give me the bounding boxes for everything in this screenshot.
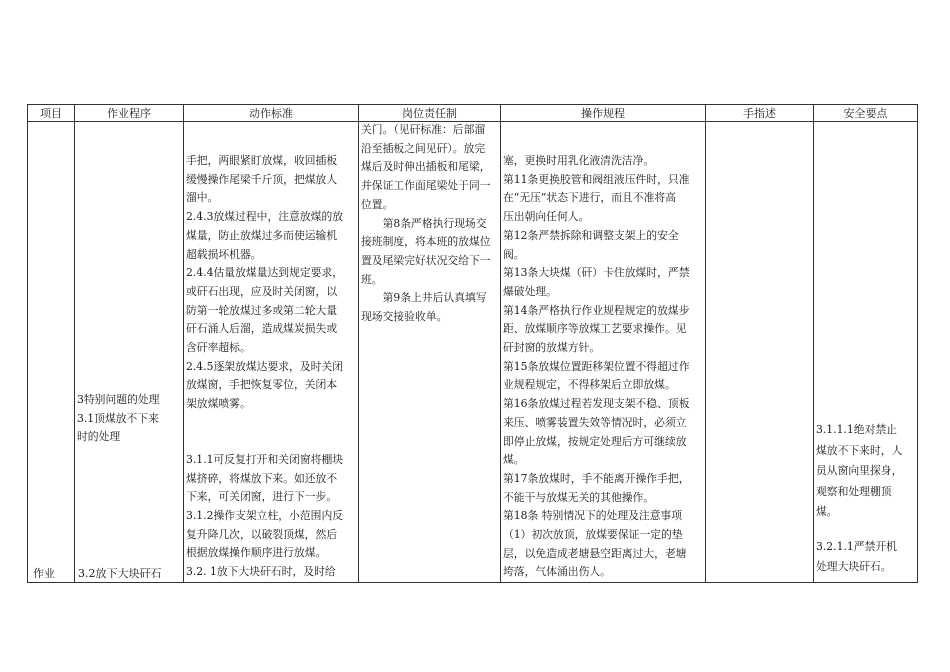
- line: 爆破处理。: [503, 284, 557, 298]
- line: 矸封窗的放煤方针。: [503, 341, 601, 355]
- line: 防第一轮放煤过多或第二轮大量: [186, 303, 338, 317]
- header-item: 项目: [28, 105, 75, 122]
- line: 3.1.1可反复打开和关闭窗将棚块: [186, 452, 344, 466]
- line: 塞，更换时用乳化液清洗洁净。: [503, 154, 655, 167]
- line: 即停止放煤，按规定处理后方可继续放: [503, 434, 687, 448]
- line: 超载损坏机器。: [186, 247, 262, 261]
- line: 员从窗向里探身，: [816, 464, 903, 477]
- line: 或矸石出现，应及时关闭窗，以: [186, 284, 338, 298]
- line: 关门。（见矸标准：后部溜: [361, 123, 486, 136]
- table-row: [28, 122, 918, 583]
- line: 煤放不下来时，人: [816, 443, 903, 457]
- line: 3.1顶煤放不下来: [77, 411, 159, 425]
- line: 在“无压”状态下进行，而且不准将高: [503, 191, 676, 205]
- line: 煤后及时伸出插板和尾梁，: [361, 160, 491, 174]
- line: 缓慢操作尾梁千斤顶，把煤放人: [186, 172, 338, 186]
- line: 层，以免造成老塘悬空距离过大，老塘: [503, 546, 687, 560]
- line: 第17条放煤时，手不能离开操作手把，: [503, 471, 690, 485]
- duty-cell: [359, 122, 501, 583]
- line: 煤。: [816, 505, 838, 518]
- line: 业规程规定，不得移架后立即放煤。: [503, 378, 676, 392]
- line: 第9条上井后认真填写: [382, 291, 487, 305]
- line: 3.1.1.1绝对禁止: [816, 423, 897, 436]
- procedure-text: [75, 391, 183, 447]
- line: 第14条严格执行作业规程规定的放煤步: [503, 303, 690, 317]
- line: 第11条更换胶管和阀组液压件时，只准: [503, 172, 690, 186]
- line: 3.2.1.1严禁开机: [816, 539, 897, 553]
- line: 第12条严禁拆除和调整支架上的安全: [503, 228, 679, 242]
- line: 第18条 特别情况下的处理及注意事项: [503, 509, 683, 523]
- procedure-bottom-label: 3.2放下大块矸石: [78, 567, 162, 581]
- line: 并保证工作面尾梁处于同一: [361, 179, 491, 193]
- header-finger-statement: 手指述: [706, 105, 814, 122]
- line: 2.4.3放煤过程中，注意放煤的放: [186, 210, 344, 224]
- work-procedure-table: [27, 104, 918, 583]
- finger-statement-cell: [706, 122, 814, 583]
- line: 第16条放煤过程若发现支架不稳、顶板: [503, 397, 690, 411]
- line: 压出朝向任何人。: [503, 210, 590, 224]
- line: 手把，两眼紧盯放煤，收回插板: [186, 154, 338, 167]
- line: 处理大块矸石。: [816, 560, 892, 573]
- header-duty: 岗位责任制: [359, 105, 501, 122]
- line: 放煤窗，手把恢复零位，关闭本: [186, 378, 338, 392]
- line: 3特别问题的处理: [77, 393, 160, 406]
- line: 第13条大块煤（矸）卡住放煤时，严禁: [503, 266, 690, 280]
- action-standard-text: [184, 152, 358, 582]
- line: 接班制度，将本班的放煤位: [361, 235, 491, 249]
- line: 第15条放煤位置距移架位置不得超过作: [503, 359, 690, 373]
- line: 下来，可关闭窗，进行下一步。: [186, 490, 338, 504]
- line: 来压、喷雾装置失效等情况时，必须立: [503, 415, 687, 429]
- line: 第8条严格执行现场交: [382, 216, 487, 230]
- safety-points-cell: [814, 122, 918, 583]
- line: 溜中。: [186, 191, 219, 205]
- line: 观察和处理棚顶: [816, 484, 892, 498]
- line: 距、放煤顺序等放煤工艺要求操作。见: [503, 322, 687, 336]
- header-safety-points: 安全要点: [814, 105, 918, 122]
- line: 复升降几次，以破裂顶煤，然后: [186, 527, 338, 541]
- line: 垮落，气体涌出伤人。: [503, 565, 611, 579]
- header-procedure: 作业程序: [75, 105, 184, 122]
- line: 煤挤碎，将煤放下来。如还放不: [186, 471, 338, 485]
- item-label: 作业: [33, 567, 55, 581]
- line: 含矸率超标。: [186, 341, 251, 355]
- line: 3.1.2操作支架立柱，小范围内反: [186, 508, 344, 522]
- line: 不能干与放煤无关的其他操作。: [503, 490, 655, 504]
- header-row: [28, 105, 918, 122]
- header-operating-rules: 操作规程: [501, 105, 706, 122]
- line: 沿至插板之间见矸）。放完: [361, 141, 486, 155]
- line: 2.4.5逐架放煤达要求，及时关闭: [186, 359, 344, 373]
- line: 现场交接验收单。: [361, 310, 448, 324]
- procedure-cell: [75, 122, 184, 583]
- line: 时的处理: [77, 430, 121, 444]
- line: 架放煤喷雾。: [186, 397, 251, 411]
- item-cell: [28, 122, 75, 583]
- line: 矸石涌人后溜，造成煤炭损失或: [186, 322, 338, 336]
- duty-text: [359, 122, 500, 327]
- line: 煤量，防止放煤过多而使运输机: [186, 228, 338, 242]
- line: 阀。: [503, 247, 525, 261]
- line: 置及尾梁完好状况交给下一: [361, 253, 491, 267]
- header-action-standard: 动作标准: [184, 105, 359, 122]
- operating-rules-text: [501, 152, 705, 582]
- line: 班。: [361, 272, 383, 286]
- line: 煤。: [503, 453, 525, 467]
- line: 3.2. 1放下大块矸石时，及时给: [186, 565, 336, 579]
- line: 2.4.4估量放煤量达到规定要求，: [186, 266, 344, 280]
- line: 根据放煤操作顺序进行放煤。: [186, 546, 327, 560]
- operating-rules-cell: [501, 122, 706, 583]
- line: 位置。: [361, 197, 394, 211]
- line: （1）初次放顶，放煤要保证一定的垫: [503, 528, 683, 542]
- action-standard-cell: [184, 122, 359, 583]
- safety-points-text: [814, 420, 917, 578]
